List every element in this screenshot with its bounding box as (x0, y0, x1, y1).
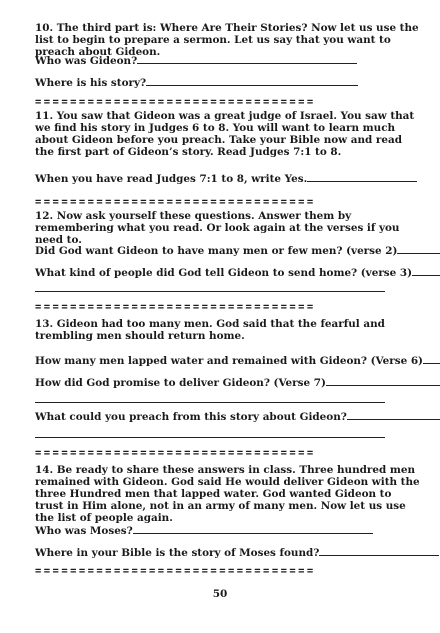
divider: ================================ (35, 301, 316, 313)
divider: ================================ (35, 96, 316, 108)
answer-line[interactable] (146, 76, 358, 86)
divider: ================================ (35, 196, 316, 208)
answer-line[interactable] (397, 244, 440, 254)
question-label: Who was Gideon? (35, 55, 138, 67)
question-label: What could you preach from this story about Gideon? (35, 411, 347, 423)
answer-line[interactable] (423, 354, 440, 364)
question-kind-of-people (35, 266, 440, 279)
question-who-was-moses (35, 524, 373, 537)
question-label: When you have read Judges 7:1 to 8, write Yes. (35, 173, 308, 185)
question-lapped-water (35, 354, 440, 367)
section-11-text: 11. You saw that Gideon was a great judge of Israel. You saw that we find his story in Judges 6 to 8. You will want to learn much about Gideon before you preach. Take your Bible now and read the first part of Gideon’s story. Read Judges 7:1 to 8. (35, 110, 415, 158)
question-where-is-story (35, 76, 358, 89)
page-number: 50 (212, 588, 228, 600)
divider: ================================ (35, 447, 316, 459)
section-12-text: 12. Now ask yourself these questions. Answer them by remembering what you read. Or look again at the verses if you need to. (35, 210, 400, 246)
question-what-preach (35, 410, 440, 423)
answer-line-continued[interactable] (35, 437, 385, 438)
answer-line-continued[interactable] (35, 291, 385, 292)
question-where-moses-story (35, 546, 439, 559)
answer-line[interactable] (319, 546, 439, 556)
question-label: Where is his story? (35, 77, 147, 89)
section-13-text: 13. Gideon had too many men. God said that the fearful and trembling men should return home. (35, 318, 385, 342)
question-label: What kind of people did God tell Gideon to send home? (verse 3) (35, 267, 413, 279)
question-label: Where in your Bible is the story of Moses found? (35, 547, 320, 559)
answer-line[interactable] (412, 266, 440, 276)
question-many-or-few (35, 244, 440, 257)
answer-line-continued[interactable] (35, 402, 385, 403)
answer-line[interactable] (347, 410, 440, 420)
answer-line[interactable] (133, 524, 373, 534)
question-write-yes (35, 172, 417, 185)
section-14-text: 14. Be ready to share these answers in class. Three hundred men remained with Gideon. God said He would deliver Gideon with the three Hundred men that lapped water. God wanted Gideon to trust in Him alone, not in an army of many men. Now let us use the list of people again. (35, 464, 420, 524)
question-god-promise (35, 376, 440, 389)
question-label: Who was Moses? (35, 525, 133, 537)
question-who-was-gideon (35, 54, 357, 67)
question-label: How many men lapped water and remained with Gideon? (Verse 6) (35, 355, 423, 367)
question-label: Did God want Gideon to have many men or few men? (verse 2) (35, 245, 398, 257)
answer-line[interactable] (307, 172, 417, 182)
answer-line[interactable] (137, 54, 357, 64)
question-label: How did God promise to deliver Gideon? (Verse 7) (35, 377, 326, 389)
divider: ================================ (35, 565, 316, 577)
answer-line[interactable] (326, 376, 440, 386)
section-10-text: 10. The third part is: Where Are Their Stories? Now let us use the list to begin to prepare a sermon. Let us say that you want to preach about Gideon. (35, 22, 419, 58)
